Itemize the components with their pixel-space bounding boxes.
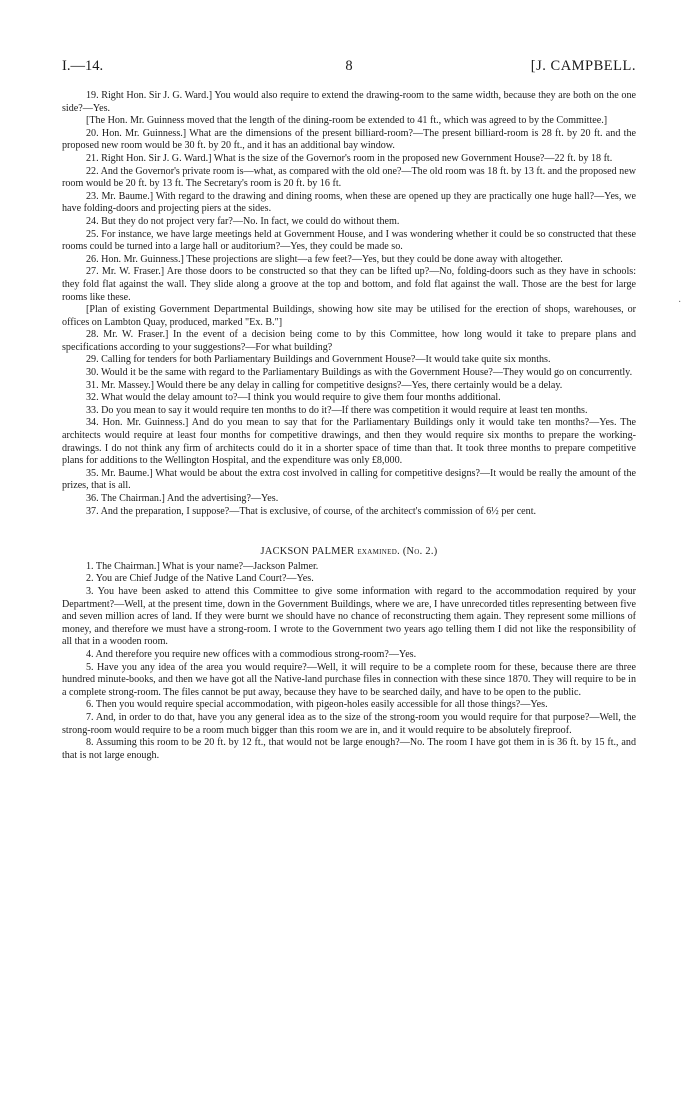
paragraph: 25. For instance, we have large meetings held at Government House, and I was wondering whether it could be so constructed that these rooms could be turned into a large hall or auditorium?—Yes, they could be made so. [62, 228, 636, 253]
page-number: 8 [345, 58, 353, 74]
paragraph: 31. Mr. Massey.] Would there be any delay in calling for competitive designs?—Yes, there certainly would be a delay. [86, 379, 563, 391]
paragraph: [The Hon. Mr. Guinness moved that the length of the dining-room be extended to 41 ft., which was agreed to by the Committee.] [86, 115, 608, 127]
paragraph: 3. You have been asked to attend this Committee to give some information with regard to the accommodation required by your Department?—Well, at the present time, down in the Government Buildings, where we are, I have unrecorded titles representing between five and seven million acres of land. If they were burnt we should have no chance of reconstructing them again. They represent some millions of money, and therefore we must have a strong-room. I wrote to the Government two years ago telling them I did not like the responsibility of all that in a wooden room. [62, 585, 636, 648]
paragraph: 2. You are Chief Judge of the Native Land Court?—Yes. [86, 573, 314, 585]
paragraph: 37. And the preparation, I suppose?—That is exclusive, of course, of the architect's commission of 6½ per cent. [86, 505, 537, 517]
paragraph: 34. Hon. Mr. Guinness.] And do you mean to say that for the Parliamentary Buildings only it would take ten months?—Yes. The architects would require at least four months for competitive drawings, and then they would require six months to prepare the working-drawings. I do not think any firm of architects could do it in a shorter space of time than that. It took three months to prepare competitive plans for additions to the Wellington Hospital, and the expenditure was only £8,000. [62, 417, 636, 467]
minutes-body [62, 90, 636, 762]
paragraph: [Plan of existing Government Departmental Buildings, showing how site may be utilised for the erection of shops, warehouses, or offices on Lambton Quay, produced, marked "Ex. B."] [62, 304, 636, 328]
palmer-evidence [62, 561, 636, 763]
paragraph: 32. What would the delay amount to?—I think you would require to give them four months additional. [86, 392, 501, 404]
paragraph: 8. Assuming this room to be 20 ft. by 12 ft., that would not be large enough?—No. The room I have got them in is 36 ft. by 15 ft., and that is not large enough. [62, 737, 636, 761]
paragraph: 1. The Chairman.] What is your name?—Jackson Palmer. [86, 560, 319, 572]
document-reference: I.—14. [62, 58, 104, 74]
paragraph: 29. Calling for tenders for both Parliamentary Buildings and Government House?—It would take quite six months. [86, 354, 551, 366]
paragraph: 28. Mr. W. Fraser.] In the event of a decision being come to by this Committee, how long would it take to prepare plans and specifications according to your suggestions?—For what building? [62, 329, 636, 353]
paragraph: 30. Would it be the same with regard to the Parliamentary Buildings as with the Government House?—They would go on concurrently. [86, 367, 633, 379]
paragraph: 5. Have you any idea of the area you would require?—Well, it will require to be a complete room for these, because there are three hundred minute-books, and then we have got all the Native-land purchase files in connection with these since 1870. They will require to be in a complete strong-room. The files cannot be put away, because they have to be searched daily, and have to be open to the public. [62, 661, 636, 698]
paragraph: 6. Then you would require special accommodation, with pigeon-holes easily accessible for all those things?—Yes. [86, 699, 548, 711]
paragraph: 33. Do you mean to say it would require ten months to do it?—If there was competition it would require at least ten months. [86, 404, 588, 416]
paragraph: 7. And, in order to do that, have you any general idea as to the size of the strong-room you would require for that purpose?—Well, the strong-room would require to be a room much bigger than this room we are in, and it would require to be absolutely fireproof. [62, 711, 636, 736]
paragraph: 22. And the Governor's private room is—what, as compared with the old one?—The old room was 18 ft. by 13 ft. and the proposed new room would be 20 ft. by 13 ft. The Secretary's room is 20 ft. by 16 ft. [62, 165, 636, 190]
paragraph: 24. But they do not project very far?—No. In fact, we could do without them. [86, 215, 400, 227]
paragraph: 36. The Chairman.] And the advertising?—Yes. [86, 493, 279, 504]
campbell-evidence [62, 90, 636, 518]
witness-name: [J. CAMPBELL. [530, 58, 636, 74]
margin-mark: · [678, 297, 682, 308]
page-header [62, 58, 636, 78]
paragraph: 20. Hon. Mr. Guinness.] What are the dimensions of the present billiard-room?—The present billiard-room is 28 ft. by 20 ft. and the proposed new room would be 30 ft. by 20 ft., and it has an additional bay window. [62, 127, 636, 152]
paragraph: 35. Mr. Baume.] What would be about the extra cost involved in calling for competitive designs?—It would be really the amount of the prizes, that is all. [62, 467, 636, 492]
paragraph: 23. Mr. Baume.] With regard to the drawing and dining rooms, when these are opened up they are practically one huge hall?—Yes, we have folding-doors and projecting piers at the sides. [62, 190, 636, 215]
paragraph: 21. Right Hon. Sir J. G. Ward.] What is the size of the Governor's room in the proposed new Government House?—22 ft. by 18 ft. [86, 152, 613, 164]
paragraph: 26. Hon. Mr. Guinness.] These projections are slight—a few feet?—Yes, but they could be done away with altogether. [86, 253, 563, 265]
section-heading: JACKSON PALMER examined. (No. 2.) [260, 546, 438, 558]
paragraph: 19. Right Hon. Sir J. G. Ward.] You would also require to extend the drawing-room to the same width, because they are both on the one side?—Yes. [62, 90, 636, 114]
paragraph: 27. Mr. W. Fraser.] Are those doors to be constructed so that they can be lifted up?—No, folding-doors such as they have in schools: they fold flat against the wall. They slide along a groove at the top and bottom, and fold flat against the wall. Those are the best for large rooms like these. [62, 266, 636, 303]
paragraph: 4. And therefore you require new offices with a commodious strong-room?—Yes. [86, 648, 417, 660]
section-spacer [62, 518, 636, 532]
